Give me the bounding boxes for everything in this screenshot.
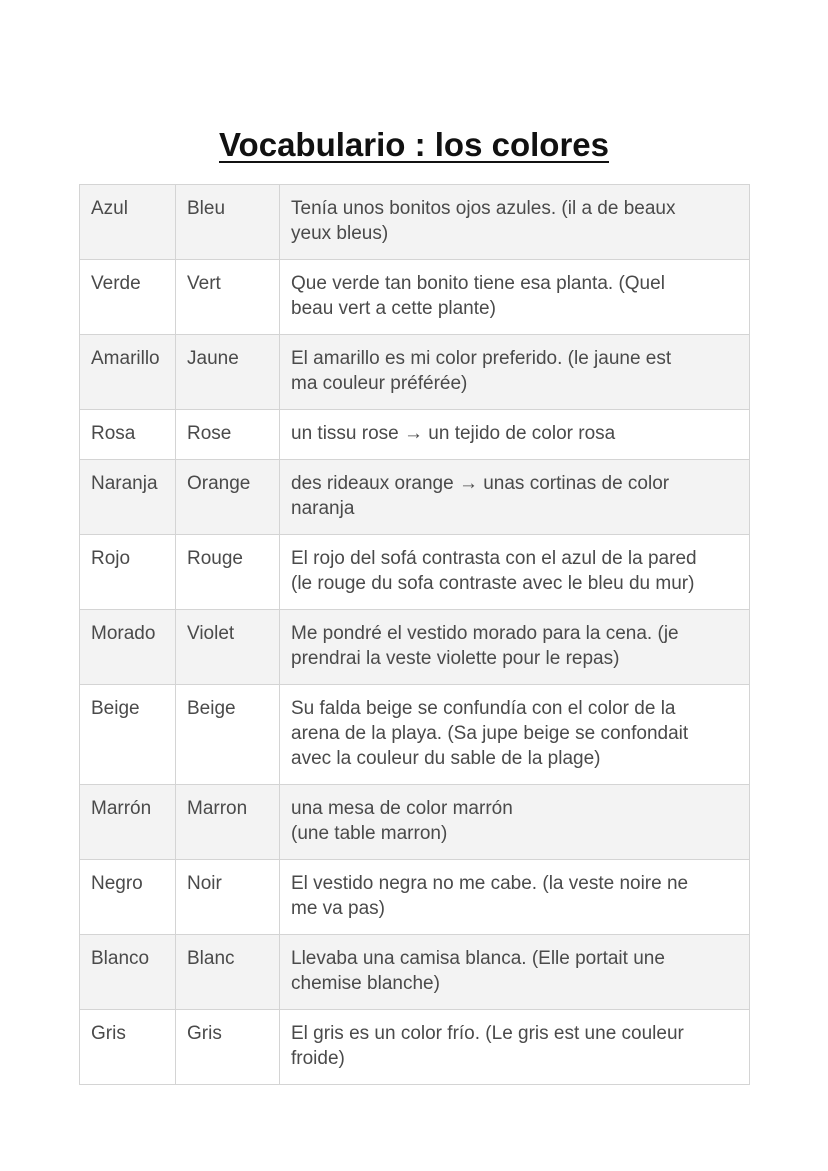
spanish-word: Beige	[80, 685, 176, 785]
table-row	[80, 185, 750, 260]
vocabulary-table	[79, 184, 750, 1085]
example-sentence	[280, 610, 750, 685]
table-row	[80, 460, 750, 535]
example-line: Tenía unos bonitos ojos azules. (il a de beaux	[291, 198, 676, 219]
table-row	[80, 1010, 750, 1085]
example-line: una mesa de color marrón	[291, 798, 513, 819]
example-line: ma couleur préférée)	[291, 373, 468, 394]
french-word: Gris	[176, 1010, 280, 1085]
example-sentence	[280, 860, 750, 935]
french-word: Marron	[176, 785, 280, 860]
spanish-word: Amarillo	[80, 335, 176, 410]
example-line: froide)	[291, 1048, 345, 1069]
spanish-word: Verde	[80, 260, 176, 335]
example-line: El gris es un color frío. (Le gris est une couleur	[291, 1023, 684, 1044]
spanish-word: Rojo	[80, 535, 176, 610]
example-line: beau vert a cette plante)	[291, 298, 496, 319]
spanish-word: Negro	[80, 860, 176, 935]
example-line: El amarillo es mi color preferido. (le jaune est	[291, 348, 672, 369]
french-word: Jaune	[176, 335, 280, 410]
french-word: Violet	[176, 610, 280, 685]
example-sentence	[280, 185, 750, 260]
example-sentence	[280, 260, 750, 335]
example-line: Llevaba una camisa blanca. (Elle portait une	[291, 948, 665, 969]
example-line: des rideaux orange → unas cortinas de color	[291, 473, 670, 494]
table-row	[80, 935, 750, 1010]
spanish-word: Naranja	[80, 460, 176, 535]
example-sentence	[280, 335, 750, 410]
example-line: yeux bleus)	[291, 223, 389, 244]
example-line: El vestido negra no me cabe. (la veste noire ne	[291, 873, 689, 894]
french-word: Noir	[176, 860, 280, 935]
example-sentence	[280, 935, 750, 1010]
french-word: Blanc	[176, 935, 280, 1010]
table-row	[80, 685, 750, 785]
french-word: Rose	[176, 410, 280, 460]
table-row	[80, 535, 750, 610]
example-line: prendrai la veste violette pour le repas)	[291, 648, 620, 669]
example-sentence	[280, 535, 750, 610]
spanish-word: Blanco	[80, 935, 176, 1010]
spanish-word: Marrón	[80, 785, 176, 860]
spanish-word: Azul	[80, 185, 176, 260]
spanish-word: Morado	[80, 610, 176, 685]
table-row	[80, 860, 750, 935]
example-sentence	[280, 785, 750, 860]
table-row	[80, 610, 750, 685]
french-word: Rouge	[176, 535, 280, 610]
example-line: (le rouge du sofa contraste avec le bleu du mur)	[291, 573, 695, 594]
example-sentence	[280, 1010, 750, 1085]
example-line: Su falda beige se confundía con el color de la	[291, 698, 676, 719]
french-word: Beige	[176, 685, 280, 785]
table-row	[80, 410, 750, 460]
example-line: (une table marron)	[291, 823, 448, 844]
example-line: chemise blanche)	[291, 973, 440, 994]
spanish-word: Rosa	[80, 410, 176, 460]
example-line: Que verde tan bonito tiene esa planta. (Quel	[291, 273, 665, 294]
table-row	[80, 260, 750, 335]
example-line: avec la couleur du sable de la plage)	[291, 748, 601, 769]
example-line: arena de la playa. (Sa jupe beige se confondait	[291, 723, 689, 744]
example-line: me va pas)	[291, 898, 385, 919]
example-sentence	[280, 410, 750, 460]
example-line: El rojo del sofá contrasta con el azul de la pared	[291, 548, 697, 569]
table-row	[80, 335, 750, 410]
table-row	[80, 785, 750, 860]
french-word: Vert	[176, 260, 280, 335]
example-sentence	[280, 460, 750, 535]
example-sentence	[280, 685, 750, 785]
spanish-word: Gris	[80, 1010, 176, 1085]
french-word: Orange	[176, 460, 280, 535]
page-title: Vocabulario : los colores	[219, 126, 609, 164]
example-line: naranja	[291, 498, 355, 519]
example-line: Me pondré el vestido morado para la cena. (je	[291, 623, 679, 644]
vocabulary-table-body	[80, 185, 750, 1085]
french-word: Bleu	[176, 185, 280, 260]
example-line: un tissu rose → un tejido de color rosa	[291, 423, 616, 444]
